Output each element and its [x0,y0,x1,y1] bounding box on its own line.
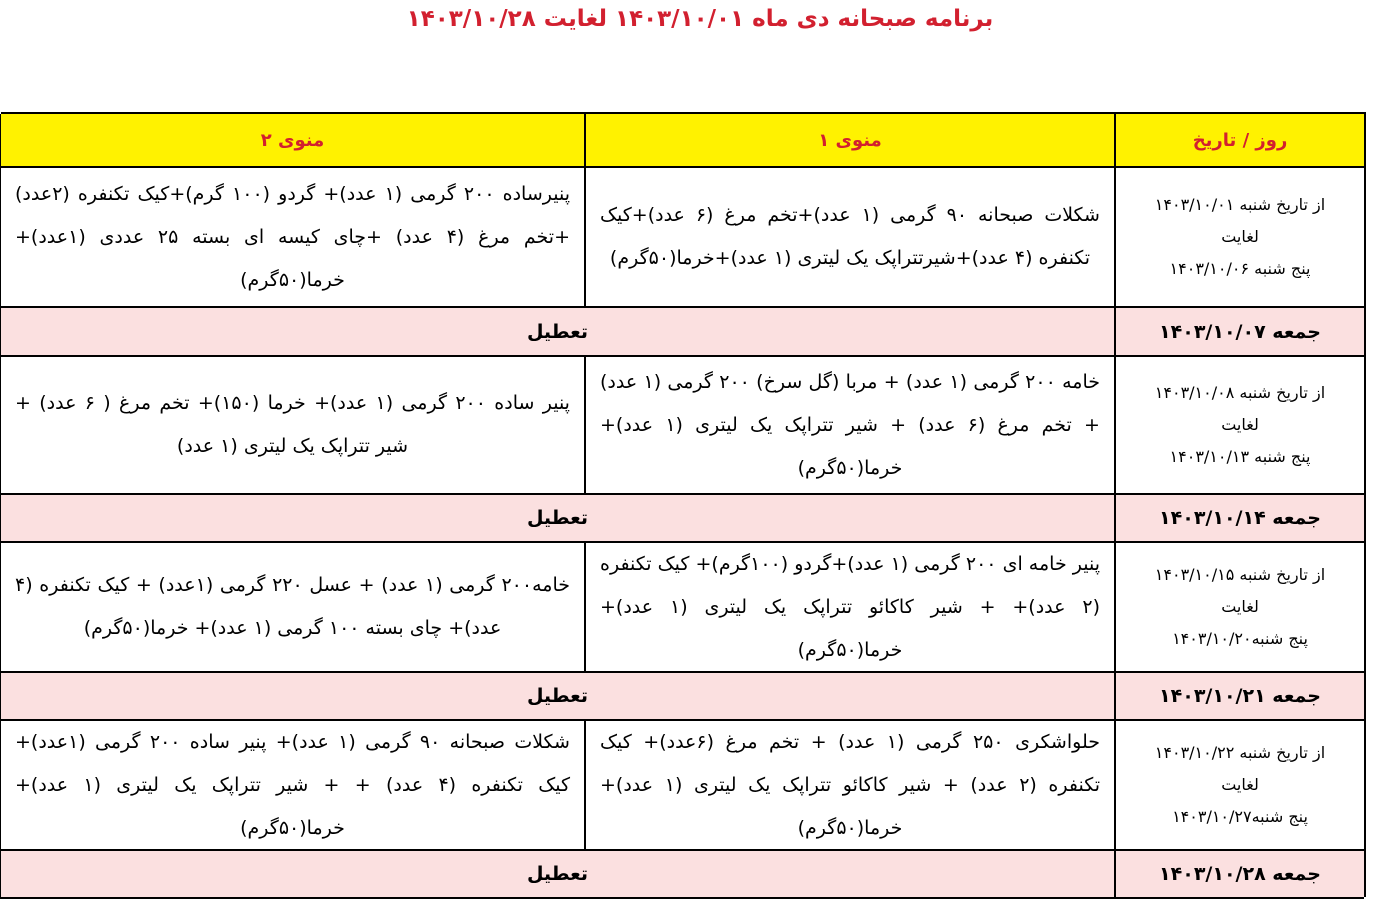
date-to: پنج شنبه۱۴۰۳/۱۰/۲۰ [1172,629,1308,648]
holiday-date: جمعه ۱۴۰۳/۱۰/۰۷ [1114,308,1364,357]
holiday-label: تعطیل [0,673,1114,721]
header-day-date: روز / تاریخ [1114,114,1364,168]
menu-1-cell: خامه ۲۰۰ گرمی (۱ عدد) + مربا (گل سرخ) ۲۰۰ گرمی (۱ عدد) + تخم مرغ (۶ عدد) + شیر تتراپک یک لیتری (۱ عدد)+ خرما(۵۰گرم) [584,357,1114,495]
menu-1-cell: پنیر خامه ای ۲۰۰ گرمی (۱ عدد)+گردو (۱۰۰گرم)+ کیک تکنفره (۲ عدد)+ + شیر کاکائو تتراپک یک لیتری (۱ عدد)+ خرما(۵۰گرم) [584,543,1114,673]
menu-2-cell: شکلات صبحانه ۹۰ گرمی (۱ عدد)+ پنیر ساده ۲۰۰ گرمی (۱عدد)+ کیک تکنفره (۴ عدد) + + شیر تتراپک یک لیتری (۱ عدد)+ خرما(۵۰گرم) [0,721,584,851]
menu-1-cell: شکلات صبحانه ۹۰ گرمی (۱ عدد)+تخم مرغ (۶ عدد)+کیک تکنفره (۴ عدد)+شیرتتراپک یک لیتری (۱ عدد)+خرما(۵۰گرم) [584,168,1114,308]
header-menu-2: منوی ۲ [0,114,584,168]
date-until: لغایت [1221,775,1259,794]
menu-2-cell: پنیرساده ۲۰۰ گرمی (۱ عدد)+ گردو (۱۰۰ گرم)+کیک تکنفره (۲عدد) +تخم مرغ (۴ عدد) +چای کیسه ای بسته ۲۵ عددی (۱عدد)+ خرما(۵۰گرم) [0,168,584,308]
menu-1-cell: حلواشکری ۲۵۰ گرمی (۱ عدد) + تخم مرغ (۶عدد)+ کیک تکنفره (۲ عدد) + شیر کاکائو تتراپک یک لیتری (۱ عدد)+ خرما(۵۰گرم) [584,721,1114,851]
holiday-label: تعطیل [0,851,1114,899]
menu-2-cell: پنیر ساده ۲۰۰ گرمی (۱ عدد)+ خرما (۱۵۰)+ تخم مرغ ( ۶ عدد) + شیر تتراپک یک لیتری (۱ عدد) [0,357,584,495]
breakfast-schedule-table [1,112,1366,897]
date-until: لغایت [1221,597,1259,616]
table-row-day [1114,357,1364,495]
date-until: لغایت [1221,415,1259,434]
date-until: لغایت [1221,227,1259,246]
holiday-label: تعطیل [0,495,1114,543]
holiday-date: جمعه ۱۴۰۳/۱۰/۲۸ [1114,851,1364,899]
date-from: از تاریخ شنبه ۱۴۰۳/۱۰/۰۸ [1154,383,1326,402]
date-from: از تاریخ شنبه ۱۴۰۳/۱۰/۲۲ [1154,743,1326,762]
page-title: برنامه صبحانه دی ماه ۱۴۰۳/۱۰/۰۱ لغایت ۱۴۰۳/۱۰/۲۸ [406,6,994,32]
date-to: پنج شنبه ۱۴۰۳/۱۰/۱۳ [1169,447,1311,466]
menu-2-cell: خامه۲۰۰ گرمی (۱ عدد) + عسل ۲۲۰ گرمی (۱عدد) + کیک تکنفره (۴ عدد)+ چای بسته ۱۰۰ گرمی (۱ عدد)+ خرما(۵۰گرم) [0,543,584,673]
date-to: پنج شنبه ۱۴۰۳/۱۰/۰۶ [1169,259,1311,278]
holiday-date: جمعه ۱۴۰۳/۱۰/۲۱ [1114,673,1364,721]
holiday-date: جمعه ۱۴۰۳/۱۰/۱۴ [1114,495,1364,543]
table-row-day [1114,721,1364,851]
holiday-label: تعطیل [0,308,1114,357]
table-row-day [1114,168,1364,308]
date-from: از تاریخ شنبه ۱۴۰۳/۱۰/۱۵ [1154,565,1326,584]
date-to: پنج شنبه۱۴۰۳/۱۰/۲۷ [1172,807,1308,826]
date-from: از تاریخ شنبه ۱۴۰۳/۱۰/۰۱ [1154,195,1326,214]
header-menu-1: منوی ۱ [584,114,1114,168]
table-row-day [1114,543,1364,673]
